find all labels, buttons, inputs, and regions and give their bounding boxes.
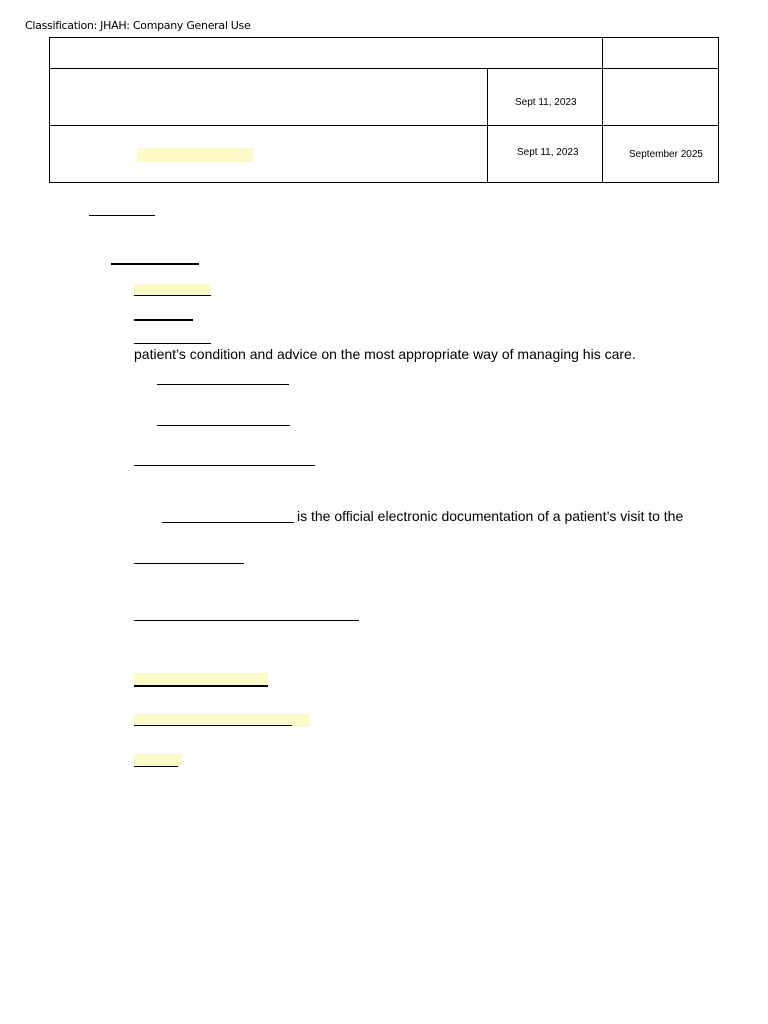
review-date-cell <box>602 68 719 126</box>
blank-line <box>134 620 359 621</box>
document-header-table <box>49 37 719 183</box>
highlighted-line <box>134 673 268 685</box>
definition-line <box>134 343 211 344</box>
definition-line <box>134 295 211 296</box>
reference-line <box>134 685 268 687</box>
blank-line <box>134 465 315 466</box>
classification-label: Classification: JHAH: Company General Use <box>25 19 251 32</box>
section-heading-line <box>89 215 155 216</box>
policy-title-cell <box>49 68 488 126</box>
blank-line <box>157 384 289 385</box>
blank-line <box>157 425 290 426</box>
next-review-cell <box>602 125 719 183</box>
blank-line <box>162 522 294 523</box>
reference-line <box>134 766 178 767</box>
documentation-text: is the official electronic documentation of a patient’s visit to the <box>297 508 684 524</box>
definition-line <box>134 319 193 321</box>
header-title-cell <box>49 37 603 69</box>
reference-line <box>134 725 292 726</box>
patient-condition-text: patient’s condition and advice on the most appropriate way of managing his care. <box>134 346 636 362</box>
effective-date: Sept 11, 2023 <box>515 97 577 108</box>
effective-date-cell <box>487 68 603 126</box>
next-review-date: September 2025 <box>629 149 703 160</box>
header-code-cell <box>602 37 719 69</box>
blank-line <box>134 563 244 564</box>
approval-date-cell <box>487 125 603 183</box>
approver-cell <box>49 125 488 183</box>
highlighted-line <box>134 754 182 766</box>
approval-date: Sept 11, 2023 <box>517 147 579 158</box>
subheading-line <box>111 263 199 265</box>
highlighted-redaction <box>137 148 253 162</box>
